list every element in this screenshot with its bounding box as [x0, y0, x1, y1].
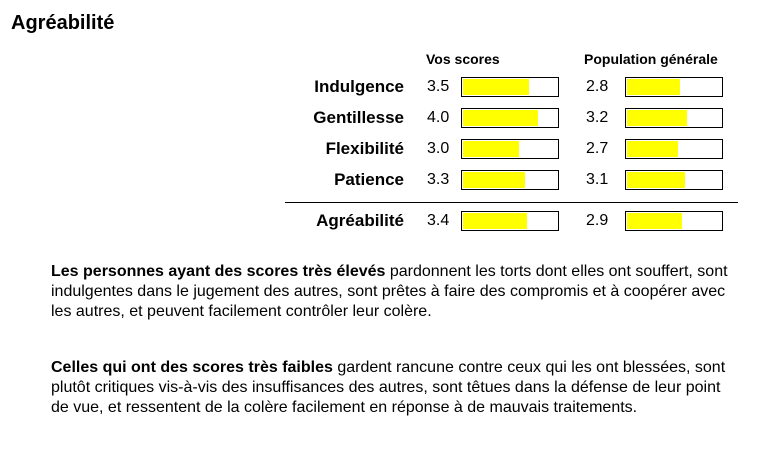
low-score-description: [51, 358, 741, 418]
population-score-bar: [625, 108, 723, 128]
population-score-fill: [627, 79, 680, 95]
your-score-value: 4.0: [427, 109, 450, 126]
population-score-fill: [627, 110, 687, 126]
population-score-value: 3.1: [586, 171, 609, 188]
total-score-row: [0, 209, 770, 233]
trait-label: Patience: [334, 170, 404, 189]
your-score-bar: [461, 170, 559, 190]
population-score-bar: [625, 139, 723, 159]
section-title: Agréabilité: [11, 12, 115, 34]
population-score-value: 3.2: [586, 109, 609, 126]
score-row: [0, 106, 770, 130]
high-score-description: [51, 262, 741, 322]
high-score-lead: Les personnes ayant des scores très élevés: [51, 263, 386, 280]
your-score-fill: [463, 172, 525, 188]
population-total-fill: [627, 213, 682, 229]
column-header-yours: Vos scores: [426, 51, 500, 67]
your-score-fill: [463, 141, 519, 157]
low-score-text: gardent rancune contre ceux qui les ont blessées, sont plutôt critiques vis-à-vis des insuffisances des autres, sont têtues dans la défense de leur point de vue, et ressentent de la colère facilement en réponse à de mauvais traitements.: [51, 359, 726, 416]
column-header-population: Population générale: [584, 51, 718, 67]
total-label: Agréabilité: [316, 211, 404, 230]
score-row: [0, 75, 770, 99]
your-total-value: 3.4: [427, 212, 450, 229]
divider-line: [285, 202, 738, 203]
population-score-bar: [625, 170, 723, 190]
low-score-lead: Celles qui ont des scores très faibles: [51, 359, 333, 376]
population-score-value: 2.7: [586, 140, 609, 157]
population-total-value: 2.9: [586, 212, 609, 229]
your-score-value: 3.5: [427, 78, 450, 95]
population-total-bar: [625, 211, 723, 231]
trait-label: Flexibilité: [325, 139, 404, 158]
population-score-fill: [627, 172, 685, 188]
your-score-value: 3.0: [427, 140, 450, 157]
your-total-bar: [461, 211, 559, 231]
your-score-bar: [461, 108, 559, 128]
score-row: [0, 137, 770, 161]
population-score-value: 2.8: [586, 78, 609, 95]
high-score-text: pardonnent les torts dont elles ont souffert, sont indulgentes dans le jugement des autres, sont prêtes à faire des compromis et à coopérer avec les autres, et peuvent facilement contrôler leur colère.: [51, 263, 728, 320]
population-score-fill: [627, 141, 678, 157]
score-row: [0, 168, 770, 192]
trait-label: Indulgence: [314, 77, 404, 96]
trait-label: Gentillesse: [313, 108, 404, 127]
your-score-fill: [463, 79, 529, 95]
your-score-value: 3.3: [427, 171, 450, 188]
your-score-fill: [463, 110, 538, 126]
your-score-bar: [461, 139, 559, 159]
your-score-bar: [461, 77, 559, 97]
your-total-fill: [463, 213, 527, 229]
population-score-bar: [625, 77, 723, 97]
